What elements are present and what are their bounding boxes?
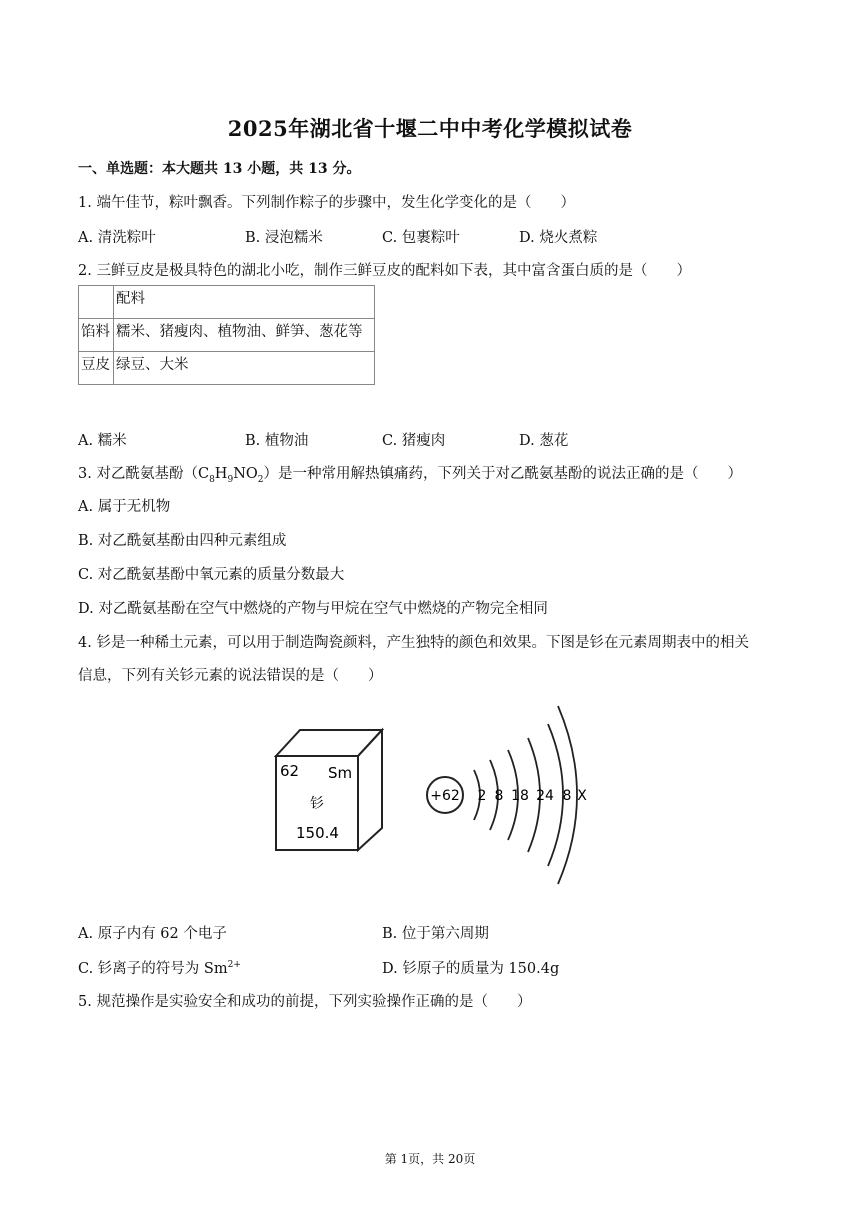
q1-option-c[interactable]: C. 包裹粽叶 xyxy=(382,230,460,246)
formula-h: H xyxy=(214,466,228,482)
ingredients-table xyxy=(78,285,375,385)
section-heading: 一、单选题：本大题共 13 小题，共 13 分。 xyxy=(78,161,361,177)
q4-option-c-text: C. 钐离子的符号为 Sm xyxy=(78,961,228,977)
formula-c: C xyxy=(197,466,210,482)
question-3-stem xyxy=(78,462,742,485)
q2-option-a[interactable]: A. 糯米 xyxy=(78,433,127,449)
q1-option-d[interactable]: D. 烧火煮粽 xyxy=(519,230,598,246)
shell-electrons: 8 xyxy=(494,788,504,804)
q4-option-a[interactable]: A. 原子内有 62 个电子 xyxy=(78,926,227,942)
formula-h-sub: 9 xyxy=(227,474,234,485)
question-5-stem: 5. 规范操作是实验安全和成功的前提，下列实验操作正确的是（ ） xyxy=(78,994,532,1010)
table-cell: 馅料 xyxy=(79,319,114,352)
q3-stem-prefix: 3. 对乙酰氨基酚（ xyxy=(78,466,198,482)
shell-electrons: X xyxy=(577,788,587,804)
nucleus-charge: +62 xyxy=(430,788,460,804)
table-row xyxy=(79,352,375,385)
element-name: 钐 xyxy=(310,796,324,812)
q2-option-c[interactable]: C. 猪瘦肉 xyxy=(382,433,446,449)
question-1-stem: 1. 端午佳节，粽叶飘香。下列制作粽子的步骤中，发生化学变化的是（ ） xyxy=(78,195,575,211)
q3-stem-suffix: ）是一种常用解热镇痛药，下列关于对乙酰氨基酚的说法正确的是（ ） xyxy=(263,466,742,482)
q3-option-c[interactable]: C. 对乙酰氨基酚中氧元素的质量分数最大 xyxy=(78,567,345,583)
page-title: 2025年湖北省十堰二中中考化学模拟试卷 xyxy=(227,116,633,141)
question-4-stem-line2: 信息，下列有关钐元素的说法错误的是（ ） xyxy=(78,668,383,684)
element-symbol: Sm xyxy=(328,764,353,782)
shell-electrons: 2 xyxy=(477,788,487,804)
table-cell xyxy=(79,286,114,319)
q3-option-d[interactable]: D. 对乙酰氨基酚在空气中燃烧的产物与甲烷在空气中燃烧的产物完全相同 xyxy=(78,601,548,617)
table-header-cell: 配料 xyxy=(114,286,375,319)
question-2-stem: 2. 三鲜豆皮是极具特色的湖北小吃，制作三鲜豆皮的配料如下表，其中富含蛋白质的是（ ） xyxy=(78,263,691,279)
q4-option-d[interactable]: D. 钐原子的质量为 150.4g xyxy=(382,961,560,977)
formula-no: NO xyxy=(233,466,258,482)
question-4-stem-line1: 4. 钐是一种稀土元素，可以用于制造陶瓷颜料，产生独特的颜色和效果。下图是钐在元素周期表中的相关 xyxy=(78,635,749,651)
table-row xyxy=(79,319,375,352)
atomic-mass: 150.4 xyxy=(296,824,339,842)
ion-charge: 2+ xyxy=(227,960,241,971)
shell-electrons: 24 xyxy=(536,788,554,804)
q1-option-a[interactable]: A. 清洗粽叶 xyxy=(78,230,156,246)
q2-option-d[interactable]: D. 葱花 xyxy=(519,433,569,449)
q4-option-c[interactable] xyxy=(78,957,241,978)
formula-o-sub: 2 xyxy=(257,474,264,485)
shell-electrons: 8 xyxy=(562,788,572,804)
page-footer: 第 1页，共 20页 xyxy=(384,1152,476,1166)
q1-option-b[interactable]: B. 浸泡糯米 xyxy=(245,230,323,246)
table-cell: 绿豆、大米 xyxy=(114,352,375,385)
table-cell: 糯米、猪瘦肉、植物油、鲜笋、葱花等 xyxy=(114,319,375,352)
atomic-number: 62 xyxy=(280,762,300,780)
q3-option-a[interactable]: A. 属于无机物 xyxy=(78,499,171,515)
q3-option-b[interactable]: B. 对乙酰氨基酚由四种元素组成 xyxy=(78,533,287,549)
samarium-figure xyxy=(270,688,590,888)
q2-option-b[interactable]: B. 植物油 xyxy=(245,433,309,449)
table-row xyxy=(79,286,375,319)
table-cell: 豆皮 xyxy=(79,352,114,385)
shell-electrons: 18 xyxy=(511,788,529,804)
q4-option-b[interactable]: B. 位于第六周期 xyxy=(382,926,489,942)
formula-c-sub: 8 xyxy=(209,474,215,485)
